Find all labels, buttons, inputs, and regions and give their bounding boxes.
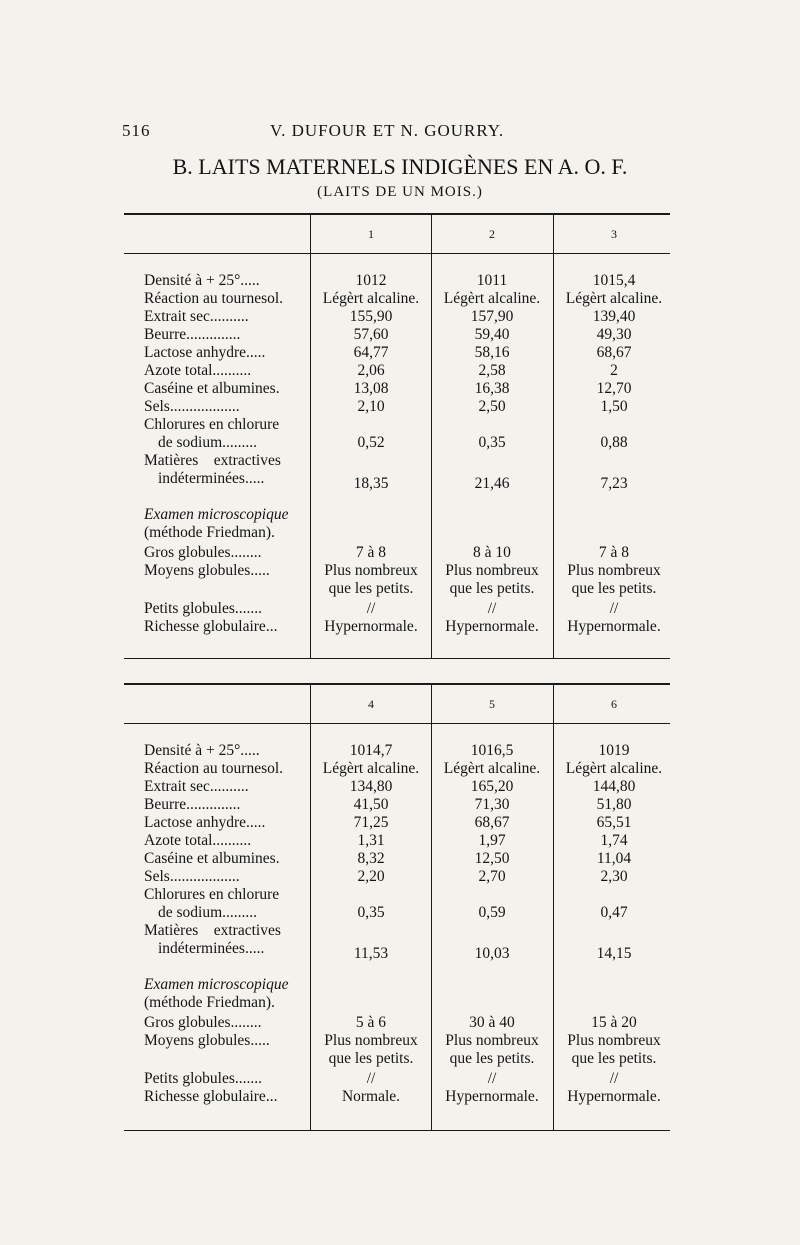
table-row xyxy=(124,1014,670,1032)
row-label: (méthode Friedman). xyxy=(144,524,275,541)
table-cell: 58,16 xyxy=(474,344,510,361)
row-label: Azote total.......... xyxy=(144,832,252,849)
row-label: Matières extractives xyxy=(144,922,281,939)
table-cell: 1016,5 xyxy=(470,742,514,759)
table-cell: 2,30 xyxy=(600,868,628,885)
row-label: Examen microscopique xyxy=(144,976,289,993)
table-cell: Plus nombreux xyxy=(324,1032,418,1049)
table-row xyxy=(124,562,670,580)
table-cell: 2,06 xyxy=(357,362,385,379)
column-header-4: 4 xyxy=(368,697,374,711)
table-cell: // xyxy=(487,1070,497,1087)
table-cell: 2,10 xyxy=(357,398,385,415)
row-label: Caséine et albumines. xyxy=(144,380,280,397)
table-cell: 2,50 xyxy=(478,398,506,415)
table-cell: Légèrt alcaline. xyxy=(443,760,541,777)
row-label: de sodium......... xyxy=(158,434,258,451)
table-cell: 57,60 xyxy=(353,326,389,343)
row-label: indéterminées..... xyxy=(158,940,265,957)
table-cell: 0,59 xyxy=(478,904,506,921)
table-cell: 10,03 xyxy=(474,945,510,962)
table-cell: 2,70 xyxy=(478,868,506,885)
table-row xyxy=(124,580,670,598)
table-row xyxy=(124,380,670,398)
table-cell: 1,31 xyxy=(357,832,385,849)
table-row xyxy=(124,832,670,850)
table-cell: 7,23 xyxy=(600,475,628,492)
table-cell: Normale. xyxy=(341,1088,401,1105)
table-cell: Hypernormale. xyxy=(324,618,418,635)
table-cell: Plus nombreux xyxy=(567,1032,661,1049)
table-cell: 144,80 xyxy=(592,778,636,795)
table-cell: 12,50 xyxy=(474,850,510,867)
table-row xyxy=(124,434,670,452)
table-cell: 21,46 xyxy=(474,475,510,492)
table-cell: Plus nombreux xyxy=(567,562,661,579)
row-label: Moyens globules..... xyxy=(144,1032,270,1049)
table-cell: 1012 xyxy=(355,272,387,289)
table-row xyxy=(124,308,670,326)
table-cell: 1011 xyxy=(476,272,508,289)
row-label: Richesse globulaire... xyxy=(144,618,278,635)
table-row xyxy=(124,1050,670,1068)
table-cell: 1015,4 xyxy=(592,272,636,289)
table-row xyxy=(124,416,670,434)
table-cell: // xyxy=(366,1070,376,1087)
table-row xyxy=(124,618,670,636)
header-rule xyxy=(124,253,670,254)
table-cell: que les petits. xyxy=(449,580,535,597)
row-label: Gros globules........ xyxy=(144,1014,262,1031)
table-cell: Légèrt alcaline. xyxy=(443,290,541,307)
table-cell: 12,70 xyxy=(596,380,632,397)
milk-table-4-6 xyxy=(124,683,670,1131)
table-cell: 71,25 xyxy=(353,814,389,831)
table-row xyxy=(124,362,670,380)
row-label: Lactose anhydre..... xyxy=(144,814,266,831)
table-cell: 51,80 xyxy=(596,796,632,813)
table-cell: 5 à 6 xyxy=(355,1014,387,1031)
row-label: Moyens globules..... xyxy=(144,562,270,579)
table-cell: 18,35 xyxy=(353,475,389,492)
table-row xyxy=(124,814,670,832)
table-cell: 155,90 xyxy=(349,308,393,325)
table-cell: // xyxy=(366,600,376,617)
row-label: Richesse globulaire... xyxy=(144,1088,278,1105)
row-label: Azote total.......... xyxy=(144,362,252,379)
column-header-3: 3 xyxy=(611,227,617,241)
table-cell: 65,51 xyxy=(596,814,632,831)
table-cell: Légèrt alcaline. xyxy=(565,760,663,777)
row-label: Examen microscopique xyxy=(144,506,289,523)
table-cell: 7 à 8 xyxy=(355,544,387,561)
table-cell: // xyxy=(609,600,619,617)
page-number: 516 xyxy=(122,121,151,140)
table-cell: Hypernormale. xyxy=(567,618,661,635)
table-cell: 68,67 xyxy=(596,344,632,361)
column-header-1: 1 xyxy=(368,227,374,241)
table-cell: que les petits. xyxy=(571,1050,657,1067)
table-subtitle: (LAITS DE UN MOIS.) xyxy=(317,184,483,200)
column-header-6: 6 xyxy=(611,697,617,711)
row-label: Beurre.............. xyxy=(144,326,241,343)
table-row xyxy=(124,796,670,814)
table-cell: 0,47 xyxy=(600,904,628,921)
table-row xyxy=(124,1088,670,1106)
row-label: Densité à + 25°..... xyxy=(144,272,260,289)
table-cell: 16,38 xyxy=(474,380,510,397)
table-row xyxy=(124,778,670,796)
table-cell: que les petits. xyxy=(449,1050,535,1067)
row-label: Chlorures en chlorure xyxy=(144,416,280,433)
table-cell: 30 à 40 xyxy=(469,1014,515,1031)
row-label: Petits globules....... xyxy=(144,1070,262,1087)
table-row xyxy=(124,544,670,562)
table-cell: 59,40 xyxy=(474,326,510,343)
table-cell: 0,52 xyxy=(357,434,385,451)
table-row xyxy=(124,1070,670,1088)
table-row xyxy=(124,904,670,922)
table-row xyxy=(124,994,670,1012)
row-label: Beurre.............. xyxy=(144,796,241,813)
table-cell: 68,67 xyxy=(474,814,510,831)
table-row xyxy=(124,506,670,524)
table-row xyxy=(124,940,670,962)
table-row xyxy=(124,398,670,416)
row-label: Gros globules........ xyxy=(144,544,262,561)
table-row xyxy=(124,290,670,308)
table-cell: 165,20 xyxy=(470,778,514,795)
row-label: Réaction au tournesol. xyxy=(144,290,284,307)
table-cell: 0,35 xyxy=(478,434,506,451)
row-label: de sodium......... xyxy=(158,904,258,921)
table-cell: 1014,7 xyxy=(349,742,393,759)
table-row xyxy=(124,760,670,778)
table-cell: 1,97 xyxy=(478,832,506,849)
column-header-5: 5 xyxy=(489,697,495,711)
table-cell: Hypernormale. xyxy=(445,618,539,635)
row-label: Chlorures en chlorure xyxy=(144,886,280,903)
row-label: Caséine et albumines. xyxy=(144,850,280,867)
table-cell: 14,15 xyxy=(596,945,632,962)
table-cell: 13,08 xyxy=(353,380,389,397)
table-cell: 41,50 xyxy=(353,796,389,813)
table-row xyxy=(124,344,670,362)
table-cell: 134,80 xyxy=(349,778,393,795)
table-cell: // xyxy=(487,600,497,617)
table-cell: Légèrt alcaline. xyxy=(322,290,420,307)
table-cell: 7 à 8 xyxy=(598,544,630,561)
table-cell: Plus nombreux xyxy=(324,562,418,579)
row-label: Sels.................. xyxy=(144,398,240,415)
column-header-2: 2 xyxy=(489,227,495,241)
table-cell: 1,50 xyxy=(600,398,628,415)
table-row xyxy=(124,742,670,760)
table-cell: que les petits. xyxy=(328,580,414,597)
row-label: Lactose anhydre..... xyxy=(144,344,266,361)
table-cell: Plus nombreux xyxy=(445,562,539,579)
table-cell: Hypernormale. xyxy=(445,1088,539,1105)
table-cell: 49,30 xyxy=(596,326,632,343)
milk-table-1-3 xyxy=(124,213,670,659)
table-cell: Plus nombreux xyxy=(445,1032,539,1049)
table-cell: que les petits. xyxy=(328,1050,414,1067)
table-row xyxy=(124,1032,670,1050)
table-cell: 2,58 xyxy=(478,362,506,379)
row-label: Extrait sec.......... xyxy=(144,778,249,795)
table-cell: 8,32 xyxy=(357,850,385,867)
table-cell: Légèrt alcaline. xyxy=(322,760,420,777)
row-label: Extrait sec.......... xyxy=(144,308,249,325)
table-cell: 0,35 xyxy=(357,904,385,921)
table-cell: 0,88 xyxy=(600,434,628,451)
header-rule xyxy=(124,723,670,724)
row-label: Densité à + 25°..... xyxy=(144,742,260,759)
table-row xyxy=(124,524,670,542)
table-row xyxy=(124,850,670,868)
table-cell: 71,30 xyxy=(474,796,510,813)
table-cell: 11,53 xyxy=(353,945,389,962)
row-label: Matières extractives xyxy=(144,452,281,469)
table-cell: // xyxy=(609,1070,619,1087)
row-label: (méthode Friedman). xyxy=(144,994,275,1011)
table-cell: 64,77 xyxy=(353,344,389,361)
row-label: Petits globules....... xyxy=(144,600,262,617)
table-cell: 139,40 xyxy=(592,308,636,325)
table-row xyxy=(124,868,670,886)
table-cell: Légèrt alcaline. xyxy=(565,290,663,307)
table-row xyxy=(124,470,670,492)
table-cell: 1019 xyxy=(598,742,630,759)
running-title: V. DUFOUR ET N. GOURRY. xyxy=(270,121,505,140)
table-row xyxy=(124,452,670,470)
table-cell: que les petits. xyxy=(571,580,657,597)
table-row xyxy=(124,886,670,904)
table-cell: 11,04 xyxy=(596,850,632,867)
row-label: Sels.................. xyxy=(144,868,240,885)
table-row xyxy=(124,922,670,940)
table-cell: 15 à 20 xyxy=(591,1014,637,1031)
table-title: B. LAITS MATERNELS INDIGÈNES EN A. O. F. xyxy=(172,154,628,179)
table-row xyxy=(124,976,670,994)
table-cell: 2 xyxy=(610,362,618,379)
table-cell: 157,90 xyxy=(470,308,514,325)
table-row xyxy=(124,272,670,290)
table-cell: 2,20 xyxy=(357,868,385,885)
table-cell: 1,74 xyxy=(600,832,628,849)
row-label: indéterminées..... xyxy=(158,470,265,487)
table-row xyxy=(124,326,670,344)
table-cell: 8 à 10 xyxy=(473,544,511,561)
table-cell: Hypernormale. xyxy=(567,1088,661,1105)
row-label: Réaction au tournesol. xyxy=(144,760,284,777)
table-row xyxy=(124,600,670,618)
